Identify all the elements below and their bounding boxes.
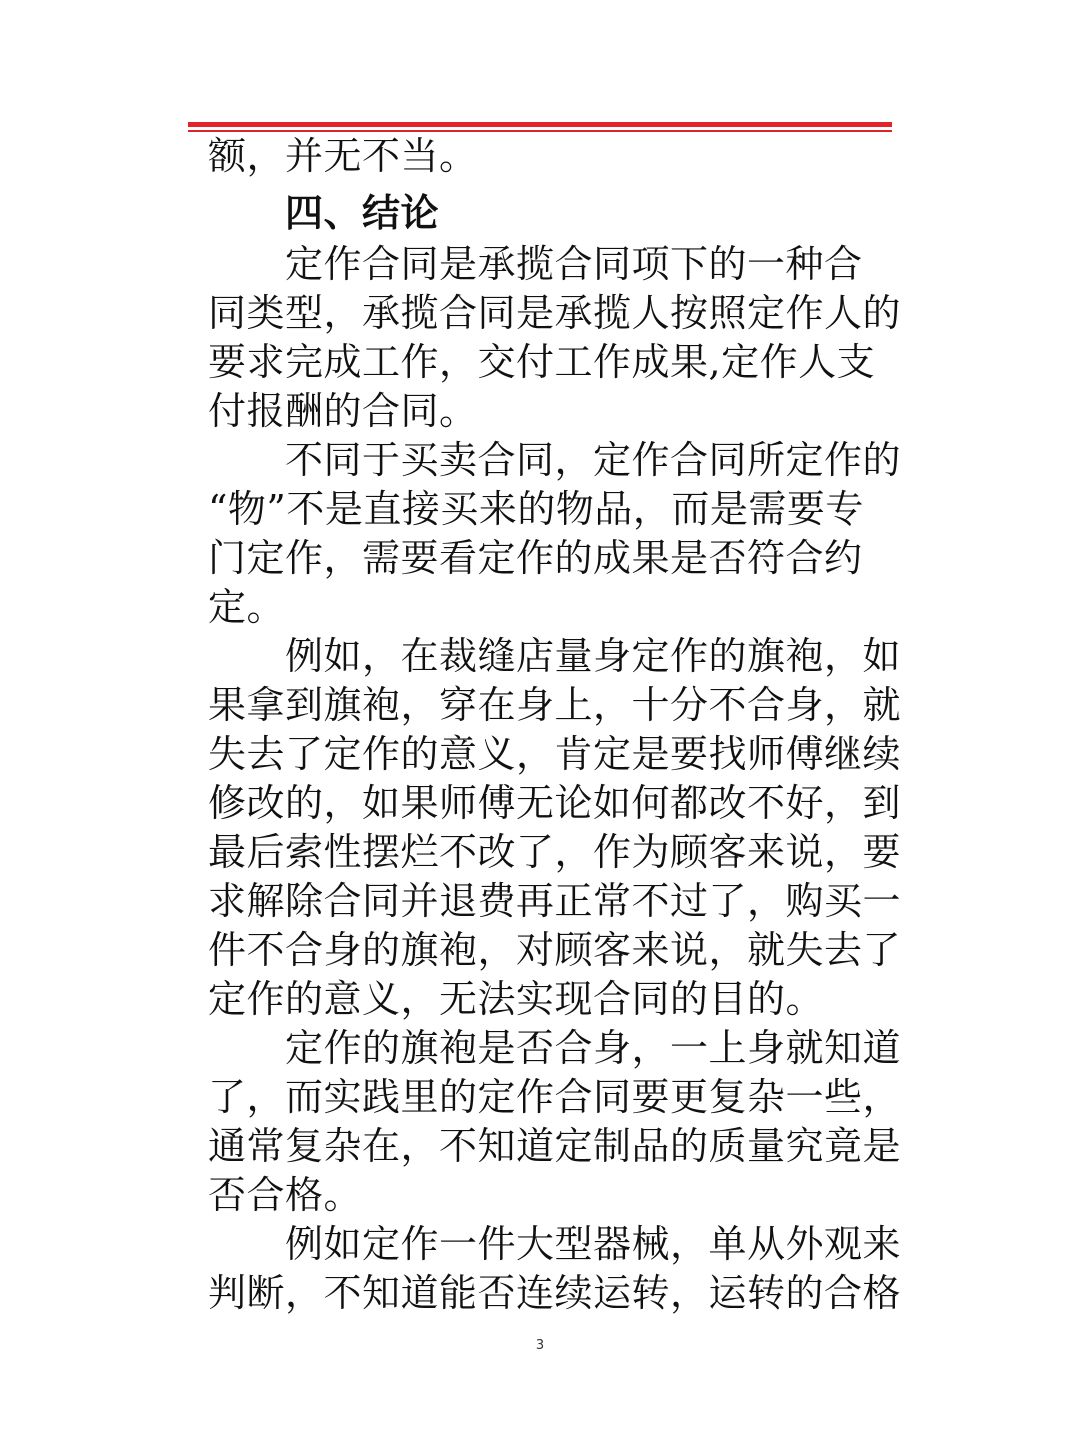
text-line: 修改的，如果师傅无论如何都改不好，到 — [208, 781, 902, 825]
text-line: 要求完成工作，交付工作成果,定作人支 — [208, 340, 876, 384]
text-line: 定作的旗袍是否合身，一上身就知道 — [285, 1026, 902, 1070]
text-line: 件不合身的旗袍，对顾客来说，就失去了 — [208, 928, 902, 972]
text-line: 定作合同是承揽合同项下的一种合 — [285, 242, 863, 286]
text-line: 通常复杂在，不知道定制品的质量究竟是 — [208, 1124, 902, 1168]
text-line: 例如，在裁缝店量身定作的旗袍，如 — [285, 634, 902, 678]
text-line: 果拿到旗袍，穿在身上，十分不合身，就 — [208, 683, 902, 727]
text-line: 最后索性摆烂不改了，作为顾客来说，要 — [208, 830, 902, 874]
text-line: 例如定作一件大型器械，单从外观来 — [285, 1222, 902, 1266]
section-heading: 四、结论 — [285, 191, 440, 235]
text-line: 定。 — [208, 585, 286, 629]
text-line: 不同于买卖合同，定作合同所定作的 — [285, 438, 902, 482]
text-line: 求解除合同并退费再正常不过了，购买一 — [208, 879, 902, 923]
text-line: 付报酬的合同。 — [208, 389, 478, 433]
text-line: “物”不是直接买来的物品，而是需要专 — [208, 487, 864, 531]
text-line: 门定作，需要看定作的成果是否符合约 — [208, 536, 863, 580]
text-line: 额，并无不当。 — [208, 134, 478, 178]
text-line: 失去了定作的意义，肯定是要找师傅继续 — [208, 732, 902, 776]
page-number: 3 — [535, 1338, 545, 1353]
document-body — [208, 132, 902, 1318]
text-line: 定作的意义，无法实现合同的目的。 — [208, 977, 825, 1021]
text-line: 判断，不知道能否连续运转，运转的合格 — [208, 1271, 902, 1315]
text-line: 同类型，承揽合同是承揽人按照定作人的 — [208, 291, 902, 335]
text-line: 了，而实践里的定作合同要更复杂一些， — [208, 1075, 902, 1119]
text-line: 否合格。 — [208, 1173, 363, 1217]
header-rule-thick — [188, 122, 892, 127]
